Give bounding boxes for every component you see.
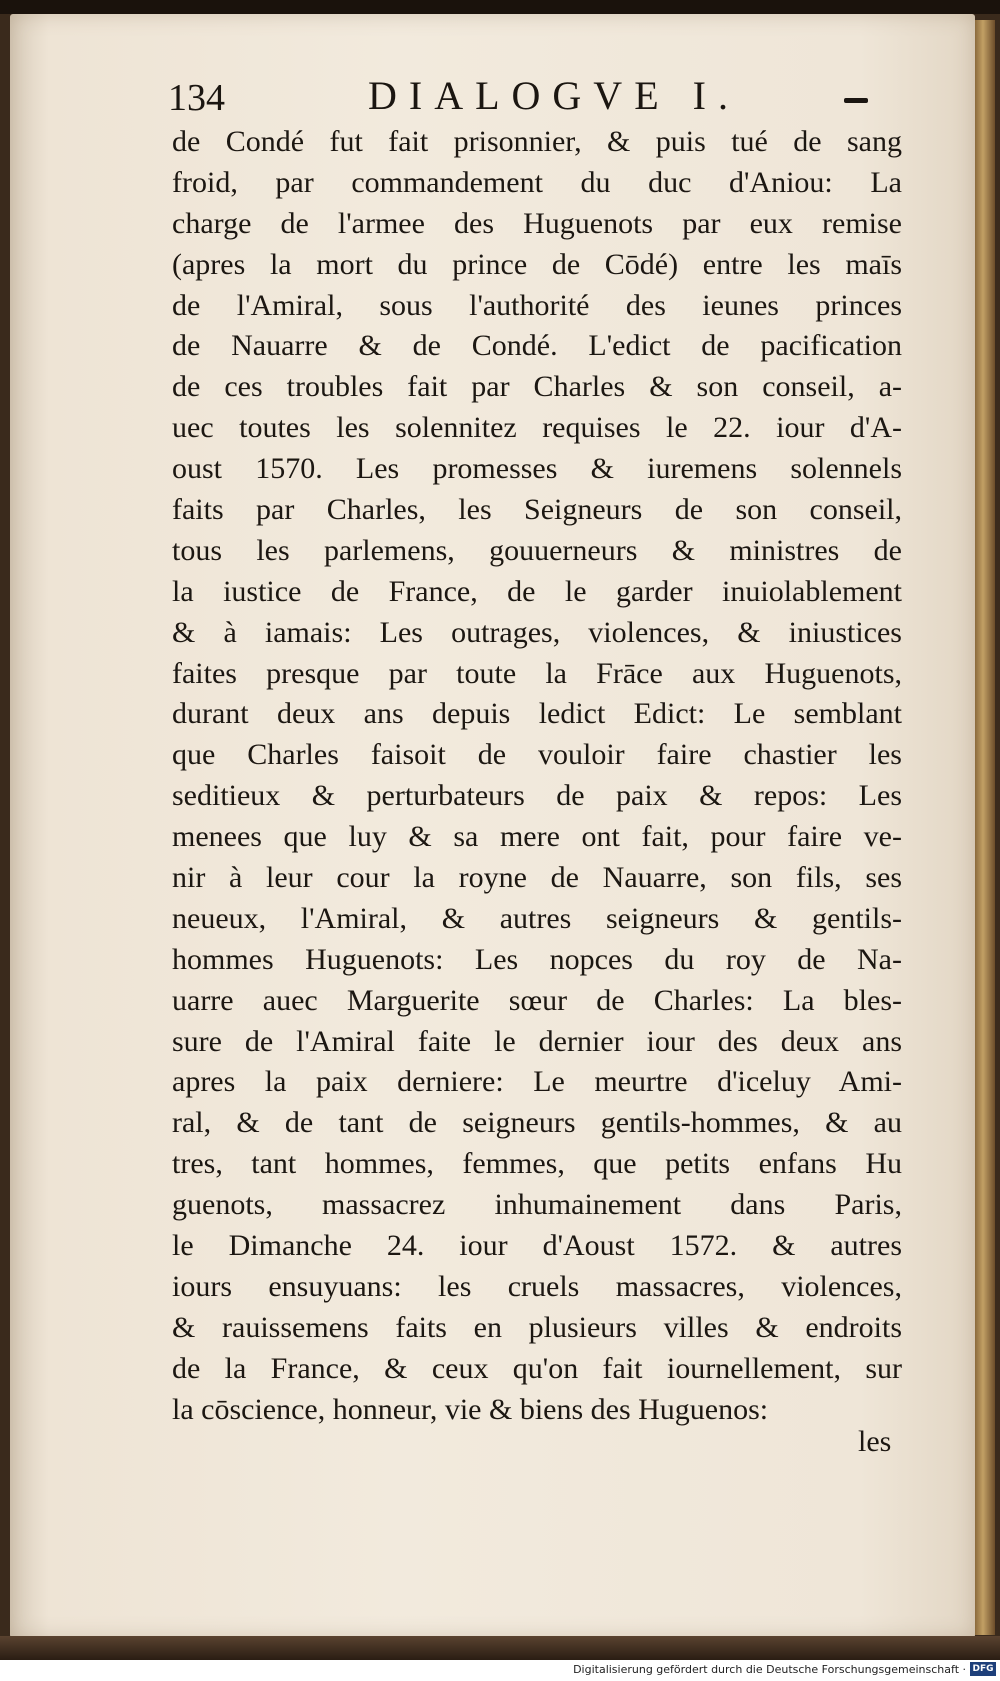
- text-line: ral, & de tant de seigneurs gentils-hommes, & au: [172, 1106, 902, 1140]
- text-line: de Condé fut fait prisonnier, & puis tué de sang: [172, 125, 902, 158]
- text-line: que Charles faisoit de vouloir faire chastier les: [172, 738, 902, 772]
- text-line: la cōscience, honneur, vie & biens des Huguenos:: [172, 1392, 769, 1426]
- page-fore-edge: [975, 20, 995, 1635]
- running-head: DIALOGVE I.: [368, 73, 740, 118]
- scan-top-edge: [0, 0, 1000, 14]
- text-line: faites presque par toute la Frāce aux Huguenots,: [172, 656, 902, 690]
- text-line: neueux, l'Amiral, & autres seigneurs & gentils-: [172, 901, 902, 935]
- text-line: uec toutes les solennitez requises le 22. iour d'A-: [172, 411, 902, 445]
- text-line: tres, tant hommes, femmes, que petits enfans Hu: [172, 1147, 902, 1181]
- text-line: de Nauarre & de Condé. L'edict de pacification: [172, 329, 902, 363]
- page-header: [168, 72, 888, 122]
- text-line: froid, par commandement du duc d'Aniou: La: [172, 165, 902, 199]
- ornament-dash: [844, 98, 868, 103]
- text-line: de la France, & ceux qu'on fait iournellement, sur: [172, 1351, 902, 1385]
- text-line: le Dimanche 24. iour d'Aoust 1572. & autres: [172, 1229, 902, 1263]
- text-line: iours ensuyuans: les cruels massacres, violences,: [172, 1269, 902, 1303]
- text-line: tous les parlemens, gouuerneurs & ministres de: [172, 533, 902, 567]
- text-line: seditieux & perturbateurs de paix & repos: Les: [172, 779, 902, 813]
- text-line: sure de l'Amiral faite le dernier iour des deux ans: [172, 1024, 902, 1058]
- text-line: (apres la mort du prince de Cōdé) entre les maīs: [172, 247, 902, 281]
- page-number: 134: [168, 77, 225, 119]
- text-line: & rauissemens faits en plusieurs villes & endroits: [172, 1310, 902, 1344]
- digitization-credit: Digitalisierung gefördert durch die Deutsche Forschungsgemeinschaft ·: [573, 1663, 966, 1676]
- text-line: & à iamais: Les outrages, violences, & iniustices: [172, 615, 902, 649]
- text-line: durant deux ans depuis ledict Edict: Le semblant: [172, 697, 902, 731]
- dfg-logo: DFG: [970, 1662, 996, 1676]
- text-line: uarre auec Marguerite sœur de Charles: La bles-: [172, 983, 902, 1017]
- text-line: apres la paix derniere: Le meurtre d'iceluy Ami-: [172, 1065, 902, 1099]
- scan-bottom-edge: [0, 1636, 1000, 1660]
- text-line: faits par Charles, les Seigneurs de son conseil,: [172, 493, 902, 527]
- text-line: de ces troubles fait par Charles & son conseil, a-: [172, 370, 902, 404]
- text-line: menees que luy & sa mere ont fait, pour faire ve-: [172, 820, 902, 854]
- text-line: hommes Huguenots: Les nopces du roy de Na-: [172, 942, 902, 976]
- text-line: oust 1570. Les promesses & iuremens solennels: [172, 452, 902, 486]
- catchword: les: [858, 1425, 892, 1458]
- text-line: de l'Amiral, sous l'authorité des ieunes princes: [172, 288, 902, 322]
- text-line: la iustice de France, de le garder inuiolablement: [172, 574, 902, 608]
- text-line: guenots, massacrez inhumainement dans Paris,: [172, 1188, 902, 1222]
- text-line: charge de l'armee des Huguenots par eux remise: [172, 206, 902, 240]
- body-text: [172, 122, 902, 1431]
- text-line: nir à leur cour la royne de Nauarre, son fils, ses: [172, 861, 902, 895]
